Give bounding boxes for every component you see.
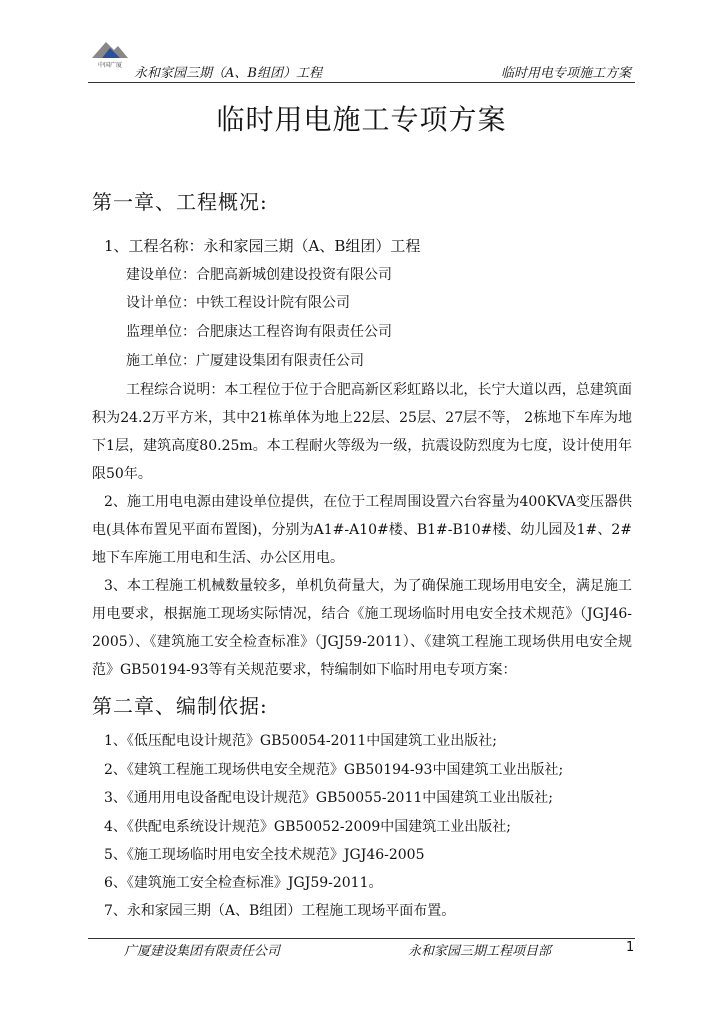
footer-company: 广厦建设集团有限责任公司 [124, 944, 281, 959]
mountain-logo-icon [88, 36, 132, 70]
header-document-name: 临时用电专项施工方案 [500, 66, 631, 81]
page-number: 1 [626, 940, 635, 955]
chapter1-heading: 第一章、工程概况: [92, 190, 268, 214]
basis-item-5: 5、《施工现场临时用电安全技术规范》JGJ46-2005 [104, 847, 425, 863]
header-project-name: 永和家园三期（A、B组团）工程 [134, 66, 322, 81]
unit-supervisor: 监理单位：合肥康达工程咨询有限责任公司 [126, 324, 392, 340]
footer-project-dept: 永和家园三期工程项目部 [408, 944, 552, 959]
document-title: 临时用电施工专项方案 [216, 103, 507, 136]
footer-rule [88, 938, 635, 939]
basis-item-2: 2、《建筑工程施工现场供电安全规范》GB50194-93中国建筑工业出版社; [104, 762, 564, 778]
unit-builder: 建设单位：合肥高新城创建设投资有限公司 [126, 267, 392, 283]
basis-item-3: 3、《通用用电设备配电设计规范》GB50055-2011中国建筑工业出版社; [104, 790, 553, 806]
item1-project-name: 1、工程名称：永和家园三期（A、B组团）工程 [104, 237, 421, 255]
project-summary: 工程综合说明：本工程位于位于合肥高新区彩虹路以北，长宁大道以西，总建筑面积为24.2万平方米，其中21栋单体为地上22层、25层、27层不等， 2栋地下车库为地下1层，建筑高度80.25m。本工程耐火等级为一级，抗震设防烈度为七度，设计使用年限50年。 [92, 382, 632, 482]
item2-power-source: 2、施工用电电源由建设单位提供，在位于工程周围设置六台容量为400KVA变压器供电(具体布置见平面布置图)，分别为A1#-A10#楼、B1#-B10#楼、幼儿园及1#、2#地下车库施工用电和生活、办公区用电。 [92, 494, 632, 566]
item3-machinery: 3、本工程施工机械数量较多，单机负荷量大，为了确保施工现场用电安全，满足施工用电要求，根据施工现场实际情况，结合《施工现场临时用电安全技术规范》（JGJ46-2005）、《建筑施工安全检查标准》（JGJ59-2011）、《建筑工程施工现场供用电安全规范》GB50194-93等有关规范要求，特编制如下临时用电专项方案： [92, 578, 632, 678]
basis-item-6: 6、《建筑施工安全检查标准》JGJ59-2011。 [104, 875, 383, 891]
company-logo [88, 36, 132, 70]
basis-item-1: 1、《低压配电设计规范》GB50054-2011中国建筑工业出版社; [104, 733, 497, 749]
chapter2-heading: 第二章、编制依据: [92, 694, 268, 718]
unit-contractor: 施工单位：广厦建设集团有限责任公司 [126, 353, 364, 369]
header-rule [88, 82, 635, 83]
basis-item-7: 7、永和家园三期（A、B组团）工程施工现场平面布置。 [104, 903, 456, 919]
unit-designer: 设计单位：中铁工程设计院有限公司 [126, 295, 350, 311]
logo-text: 中国广厦 [97, 62, 123, 69]
basis-item-4: 4、《供配电系统设计规范》GB50052-2009中国建筑工业出版社; [104, 819, 511, 835]
